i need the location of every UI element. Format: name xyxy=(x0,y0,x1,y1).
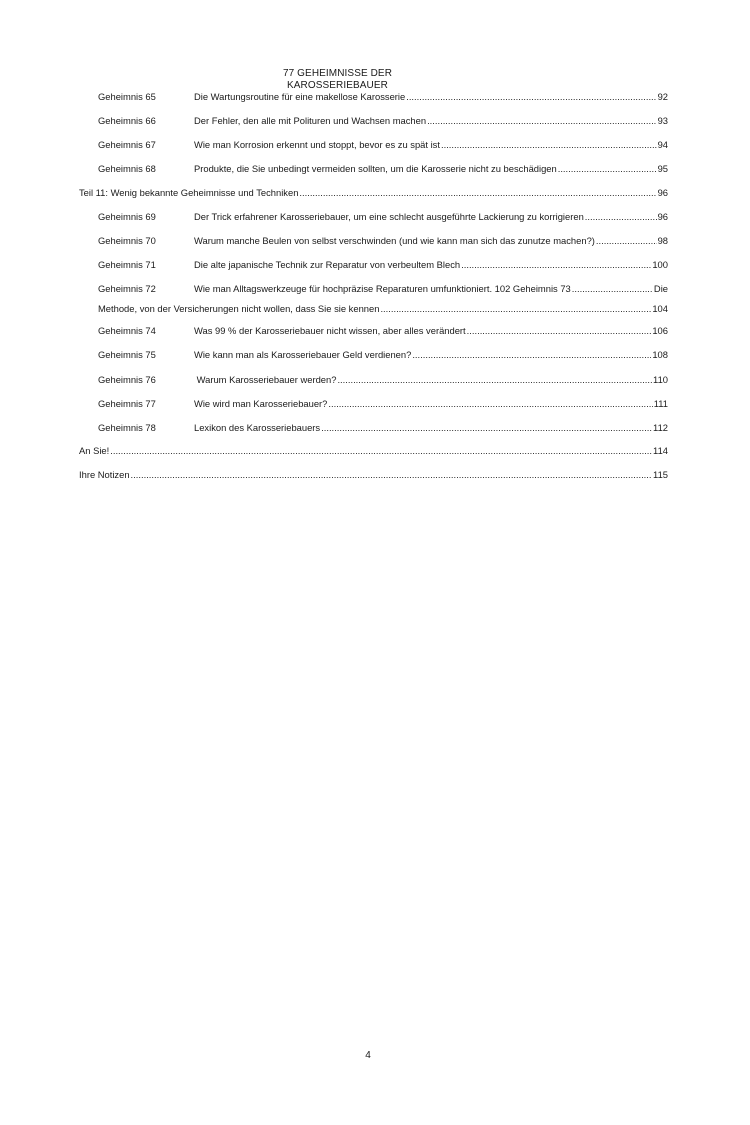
dot-leader xyxy=(406,90,656,104)
toc-entry-secret-68[interactable] xyxy=(98,162,668,176)
dot-leader xyxy=(337,373,652,387)
dot-leader xyxy=(572,282,653,296)
toc-entry-an-sie[interactable] xyxy=(79,444,668,458)
toc-entry-page: 96 xyxy=(657,211,668,222)
toc-entry-title: Wie man Korrosion erkennt und stoppt, bevor es zu spät ist xyxy=(194,139,440,150)
toc-entry-page: 96 xyxy=(657,187,668,198)
dot-leader xyxy=(328,397,652,411)
toc-entry-number: Geheimnis 69 xyxy=(98,211,156,222)
toc-entry-number: Geheimnis 76 xyxy=(98,374,156,385)
dot-leader xyxy=(380,302,651,316)
page-number: 4 xyxy=(365,1050,371,1061)
toc-entry-title: Lexikon des Karosseriebauers xyxy=(194,422,321,433)
toc-entry-title: Methode, von der Versicherungen nicht wollen, dass Sie sie kennen xyxy=(98,303,380,314)
toc-entry-title: Der Fehler, den alle mit Polituren und Wachsen machen xyxy=(194,115,427,126)
dot-leader xyxy=(467,324,652,338)
toc-entry-number: Geheimnis 74 xyxy=(98,325,156,336)
toc-entry-title: Ihre Notizen xyxy=(79,469,130,480)
toc-entry-title: Wie wird man Karosseriebauer? xyxy=(194,398,328,409)
toc-entry-part-11[interactable] xyxy=(79,186,668,200)
dot-leader xyxy=(596,234,657,248)
toc-entry-secret-65[interactable] xyxy=(98,90,668,104)
dot-leader xyxy=(585,210,657,224)
toc-entry-page: 104 xyxy=(652,303,668,314)
toc-entry-page: Die xyxy=(653,283,668,294)
header-line-2: KAROSSERIEBAUER xyxy=(287,80,388,91)
toc-entry-page: 115 xyxy=(653,469,668,480)
toc-entry-title: Teil 11: Wenig bekannte Geheimnisse und Techniken xyxy=(79,187,299,198)
toc-entry-page: 95 xyxy=(657,163,668,174)
dot-leader xyxy=(461,258,651,272)
toc-entry-secret-70[interactable] xyxy=(98,234,668,248)
dot-leader xyxy=(558,162,657,176)
toc-entry-number: Geheimnis 66 xyxy=(98,115,156,126)
dot-leader xyxy=(299,186,656,200)
toc-entry-secret-69[interactable] xyxy=(98,210,668,224)
toc-entry-title: Die Wartungsroutine für eine makellose Karosserie xyxy=(194,91,406,102)
toc-entry-page: 93 xyxy=(657,115,668,126)
toc-entry-number: Geheimnis 72 xyxy=(98,283,156,294)
toc-entry-title: Der Trick erfahrener Karosseriebauer, um eine schlecht ausgeführte Lackierung zu korrigieren xyxy=(194,211,584,222)
toc-entry-page: 98 xyxy=(657,235,668,246)
dot-leader xyxy=(427,114,657,128)
toc-entry-secret-72[interactable] xyxy=(98,282,668,296)
toc-entry-title: Wie kann man als Karosseriebauer Geld verdienen? xyxy=(194,349,412,360)
toc-entry-number: Geheimnis 67 xyxy=(98,139,156,150)
toc-entry-title: Warum manche Beulen von selbst verschwinden (und wie kann man sich das zunutze machen?) xyxy=(194,235,595,246)
header-line-1: 77 GEHEIMNISSE DER xyxy=(282,68,393,79)
toc-entry-page: 94 xyxy=(657,139,668,150)
toc-entry-number: Geheimnis 77 xyxy=(98,398,156,409)
toc-entry-page: 92 xyxy=(657,91,668,102)
toc-entry-secret-73[interactable] xyxy=(98,302,668,316)
toc-entry-number: Geheimnis 68 xyxy=(98,163,156,174)
toc-entry-title: Wie man Alltagswerkzeuge für hochpräzise Reparaturen umfunktioniert. 102 Geheimnis 73 xyxy=(194,283,571,294)
toc-entry-title: Was 99 % der Karosseriebauer nicht wissen, aber alles verändert xyxy=(194,325,466,336)
dot-leader xyxy=(412,348,651,362)
toc-entry-page: 112 xyxy=(653,422,668,433)
toc-entry-secret-76[interactable] xyxy=(98,373,668,387)
dot-leader xyxy=(441,138,657,152)
toc-entry-secret-77[interactable] xyxy=(98,397,668,411)
toc-entry-page: 111 xyxy=(653,398,668,409)
toc-entry-ihre-notizen[interactable] xyxy=(79,468,668,482)
toc-entry-title: Warum Karosseriebauer werden? xyxy=(194,374,337,385)
dot-leader xyxy=(110,444,652,458)
toc-entry-page: 106 xyxy=(652,325,668,336)
toc-entry-title: An Sie! xyxy=(79,445,110,456)
toc-entry-page: 114 xyxy=(653,445,668,456)
toc-entry-secret-74[interactable] xyxy=(98,324,668,338)
toc-entry-secret-78[interactable] xyxy=(98,421,668,435)
toc-entry-number: Geheimnis 75 xyxy=(98,349,156,360)
toc-entry-secret-67[interactable] xyxy=(98,138,668,152)
toc-entry-page: 110 xyxy=(653,374,668,385)
toc-entry-page: 108 xyxy=(652,349,668,360)
dot-leader xyxy=(321,421,652,435)
toc-entry-page: 100 xyxy=(652,259,668,270)
toc-entry-title: Die alte japanische Technik zur Reparatur von verbeultem Blech xyxy=(194,259,461,270)
toc-entry-secret-75[interactable] xyxy=(98,348,668,362)
dot-leader xyxy=(131,468,653,482)
toc-entry-number: Geheimnis 71 xyxy=(98,259,156,270)
toc-entry-number: Geheimnis 65 xyxy=(98,91,156,102)
toc-entry-number: Geheimnis 70 xyxy=(98,235,156,246)
toc-entry-secret-66[interactable] xyxy=(98,114,668,128)
toc-entry-title: Produkte, die Sie unbedingt vermeiden sollten, um die Karosserie nicht zu beschädigen xyxy=(194,163,557,174)
toc-entry-secret-71[interactable] xyxy=(98,258,668,272)
toc-entry-number: Geheimnis 78 xyxy=(98,422,156,433)
running-header xyxy=(0,67,675,92)
